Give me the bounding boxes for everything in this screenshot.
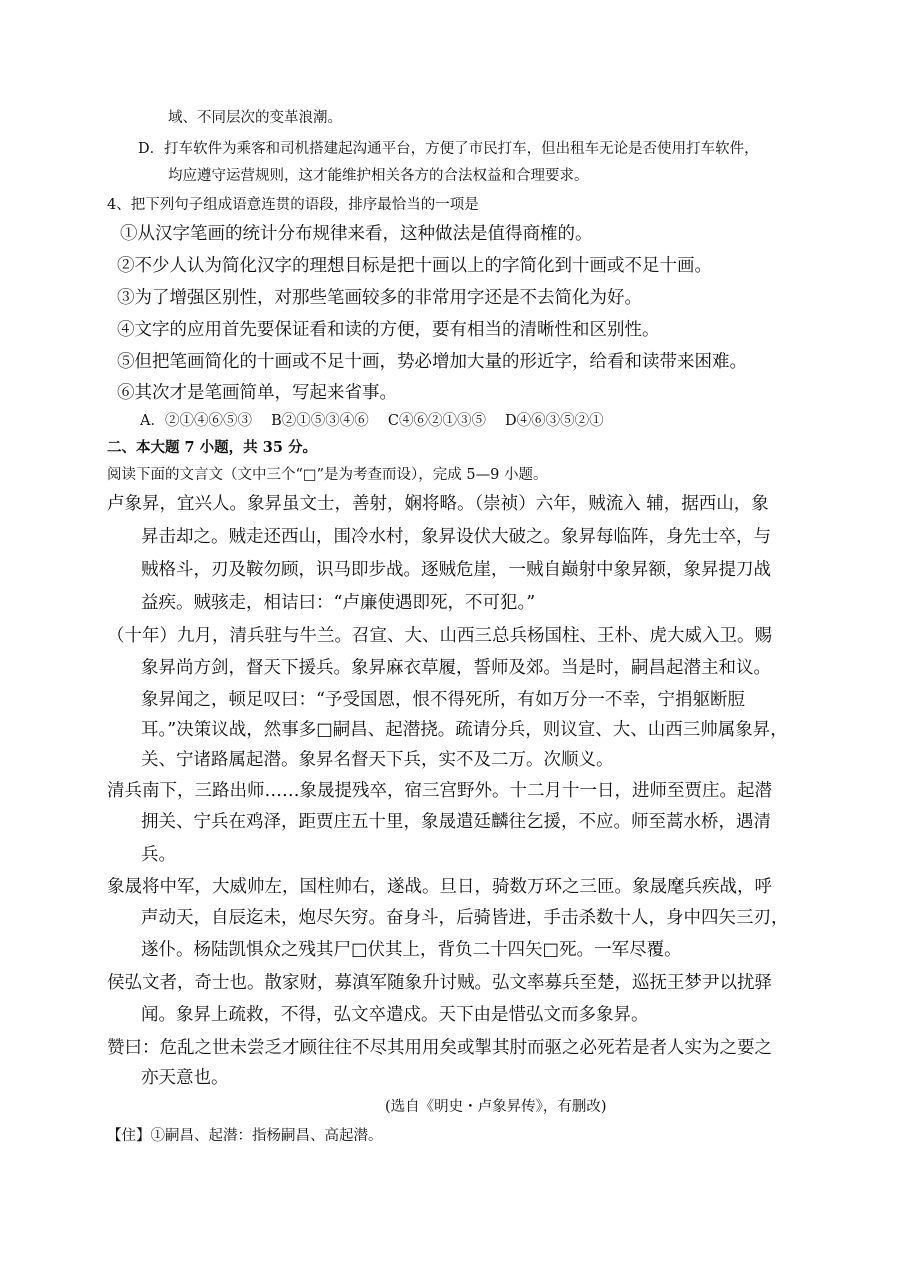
passage-line-8: 耳。”决策议战，然事多□嗣昌、起潜挠。疏请分兵，则议宣、大、山西三帅属象昇，	[141, 720, 788, 740]
passage-line-1: 卢象昇，宜兴人。象昇虽文士，善射，娴将略。（崇祯）六年，贼流入 辅，据西山，象	[107, 494, 769, 514]
passage-line-17: 闻。象昇上疏救，不得，弘文卒遣戍。天下由是惜弘文而多象昇。	[141, 1005, 649, 1025]
q4-sentence-1: ①从汉字笔画的统计分布规律来看，这种做法是值得商榷的。	[120, 224, 593, 244]
annotation-note: 【住】①嗣昌、起潜：指杨嗣昌、高起潜。	[107, 1128, 383, 1144]
passage-line-13: 象晟将中军，大威帅左，国柱帅右，遂战。旦日，骑数万环之三匝。象晟麾兵疾战，呼	[107, 877, 772, 897]
passage-line-4: 益疾。贼骇走，相诘曰：“卢廉使遇即死，不可犯。”	[141, 593, 536, 613]
passage-line-2: 昇击却之。贼走还西山，围冷水村，象昇设伏大破之。象昇每临阵，身先士卒，与	[141, 527, 771, 547]
passage-line-14: 声动天，自辰迄未，炮尽矢穷。奋身斗，后骑皆进，手击杀数十人，身中四矢三刃，	[141, 908, 789, 928]
passage-line-6: 象昇尚方剑，督天下援兵。象昇麻衣草履，誓师及郊。当是时，嗣昌起潜主和议。	[141, 658, 771, 678]
q4-sentence-4: ④文字的应用首先要保证看和读的方便，要有相当的清晰性和区别性。	[117, 320, 660, 340]
q4-sentence-3: ③为了增强区别性，对那些笔画较多的非常用字还是不去简化为好。	[117, 288, 642, 308]
q4-sentence-6: ⑥其次才是笔画简单，写起来省事。	[117, 383, 397, 403]
option-d-line2: 均应遵守运营规则，这才能维护相关各方的合法权益和合理要求。	[168, 168, 589, 184]
q4-sentence-5: ⑤但把笔画简化的十画或不足十画，势必增加大量的形近字，给看和读带来困难。	[117, 352, 747, 372]
section-2-heading: 二、本大题 7 小题，共 35 分。	[107, 439, 317, 456]
passage-line-12: 兵。	[141, 845, 176, 865]
passage-line-7: 象昇闻之，顿足叹曰：“予受国恩，恨不得死所，有如万分一不幸，宁捐躯断脰	[141, 690, 745, 710]
question-4-stem: 4、把下列句子组成语意连贯的语段，排序最恰当的一项是	[107, 197, 479, 213]
q4-sentence-2: ②不少人认为简化汉字的理想目标是把十画以上的字简化到十画或不足十画。	[117, 256, 712, 276]
passage-line-19: 亦天意也。	[141, 1068, 229, 1088]
passage-line-9: 关、宁诸路属起潜。象昇名督天下兵，实不及二万。次顺义。	[141, 750, 614, 770]
option-d-line1: D．打车软件为乘客和司机搭建起沟通平台，方便了市民打车，但出租车无论是否使用打车软件，	[138, 141, 759, 157]
option-c-continuation: 域、不同层次的变革浪潮。	[168, 110, 342, 126]
passage-line-15: 遂仆。杨陆凯惧众之残其尸□伏其上，背负二十四矢□死。一军尽覆。	[141, 940, 682, 960]
passage-line-5: （十年）九月，清兵驻与牛兰。召宣、大、山西三总兵杨国柱、王朴、虎大威入卫。赐	[107, 626, 772, 646]
passage-line-16: 侯弘文者，奇士也。散家财，募滇军随象升讨贼。弘文率募兵至楚，巡抚王梦尹以扰驿	[107, 973, 772, 993]
passage-source: (选自《明史・卢象昇传》，有删改)	[385, 1099, 607, 1115]
q4-options: A．②①④⑥⑤③ B②①⑤③④⑥ C④⑥②①③⑤ D④⑥③⑤②①	[140, 413, 604, 429]
reading-instruction: 阅读下面的文言文（文中三个“□”是为考查而设），完成 5—9 小题。	[107, 467, 548, 483]
passage-line-18: 赞曰：危乱之世未尝乏才顾往往不尽其用用矣或掣其肘而驱之必死若是者人实为之要之	[107, 1038, 772, 1058]
passage-line-3: 贼格斗，刃及鞍勿顾，识马即步战。逐贼危崖，一贼自巅射中象昇额，象昇提刀战	[141, 560, 771, 580]
passage-line-11: 拥关、宁兵在鸡泽，距贾庄五十里，象晟遣廷麟往乞援，不应。师至蒿水桥，遇清	[141, 812, 771, 832]
passage-line-10: 清兵南下，三路出师……象晟提残卒，宿三宫野外。十二月十一日，进师至贾庄。起潜	[107, 781, 772, 801]
